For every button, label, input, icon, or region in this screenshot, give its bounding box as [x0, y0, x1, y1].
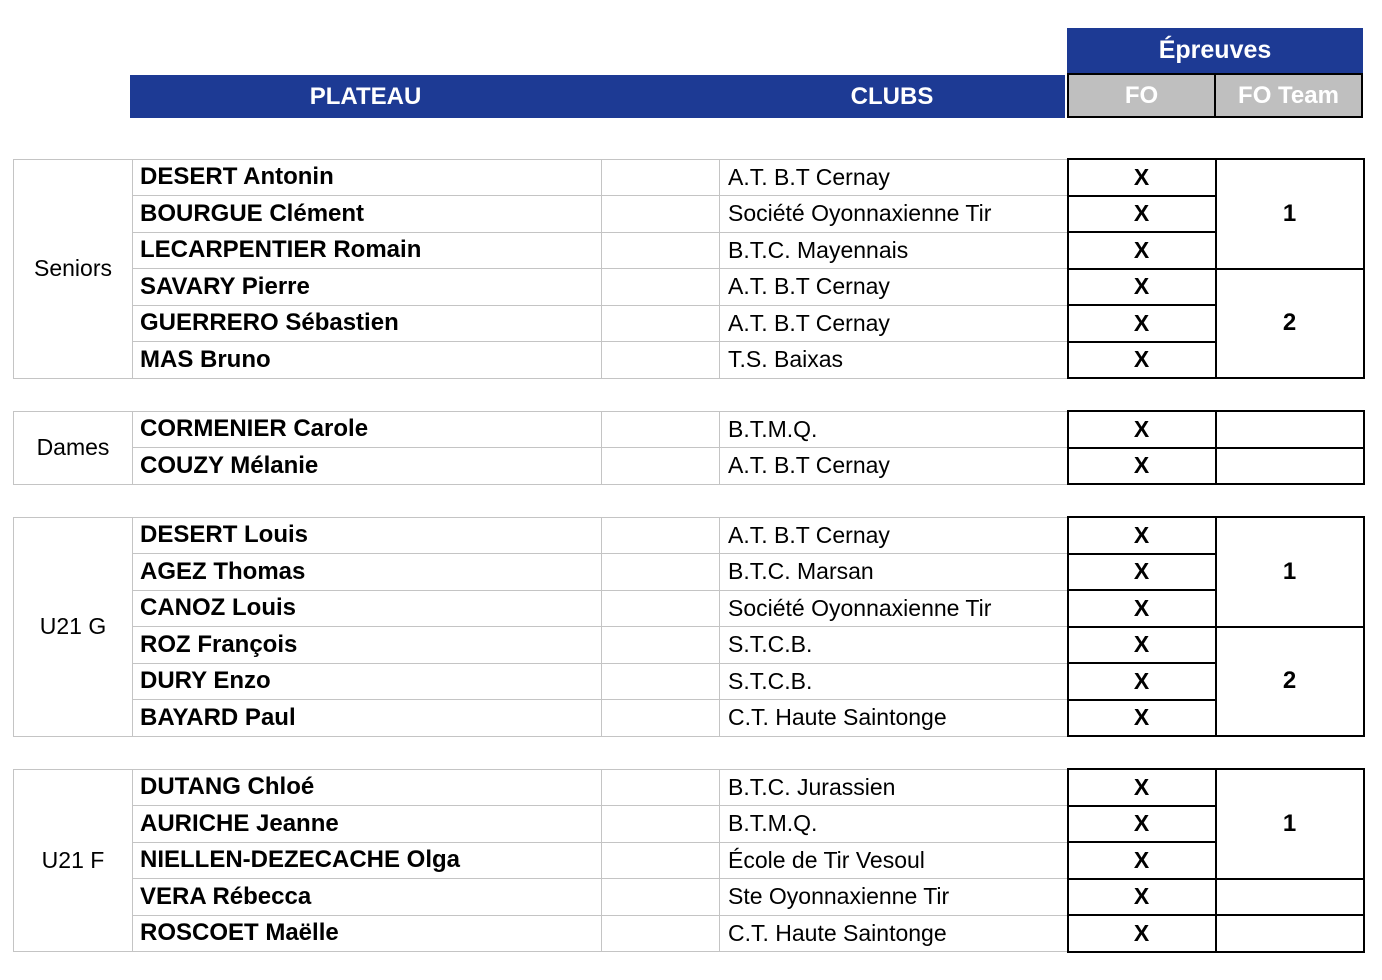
u21g-block	[13, 516, 1365, 737]
fo-mark-cell: X	[1068, 196, 1216, 233]
table-row	[14, 342, 1364, 379]
epreuves-subheader-row	[1067, 73, 1363, 118]
category-cell: Dames	[14, 411, 133, 484]
table-row	[14, 627, 1364, 664]
table-row	[14, 448, 1364, 485]
table-row	[14, 517, 1364, 554]
club-cell: A.T. B.T Cernay	[720, 448, 1068, 485]
club-cell: C.T. Haute Saintonge	[720, 700, 1068, 737]
club-cell: A.T. B.T Cernay	[720, 305, 1068, 342]
athlete-name-cell: DURY Enzo	[133, 663, 602, 700]
category-cell: U21 F	[14, 769, 133, 952]
fo-mark-cell: X	[1068, 554, 1216, 591]
epreuves-header-label: Épreuves	[1158, 36, 1272, 64]
athlete-name-cell: BAYARD Paul	[133, 700, 602, 737]
spacer-cell	[602, 879, 720, 916]
athlete-name-cell: MAS Bruno	[133, 342, 602, 379]
spacer-cell	[602, 915, 720, 952]
table-row	[14, 915, 1364, 952]
athlete-name-cell: SAVARY Pierre	[133, 269, 602, 306]
table-row	[14, 305, 1364, 342]
plateau-column-header: PLATEAU	[309, 83, 422, 110]
table-row	[14, 700, 1364, 737]
fo-mark-cell: X	[1068, 448, 1216, 485]
spacer-cell	[602, 769, 720, 806]
athlete-name-cell: AGEZ Thomas	[133, 554, 602, 591]
club-cell: École de Tir Vesoul	[720, 842, 1068, 879]
club-cell: B.T.C. Marsan	[720, 554, 1068, 591]
club-cell: Ste Oyonnaxienne Tir	[720, 879, 1068, 916]
spacer-cell	[602, 411, 720, 448]
spacer-cell	[602, 448, 720, 485]
fo-mark-cell: X	[1068, 232, 1216, 269]
spacer-cell	[602, 305, 720, 342]
athlete-name-cell: COUZY Mélanie	[133, 448, 602, 485]
column-header-band	[130, 75, 1065, 118]
team-number-cell	[1216, 448, 1364, 485]
table-row	[14, 159, 1364, 196]
club-cell: A.T. B.T Cernay	[720, 159, 1068, 196]
athlete-name-cell: GUERRERO Sébastien	[133, 305, 602, 342]
seniors-block	[13, 158, 1365, 379]
table-row	[14, 590, 1364, 627]
table-row	[14, 663, 1364, 700]
athlete-name-cell: VERA Rébecca	[133, 879, 602, 916]
athlete-name-cell: BOURGUE Clément	[133, 196, 602, 233]
spacer-cell	[602, 700, 720, 737]
fo-mark-cell: X	[1068, 842, 1216, 879]
spacer-cell	[602, 663, 720, 700]
athlete-name-cell: AURICHE Jeanne	[133, 806, 602, 843]
athlete-name-cell: CANOZ Louis	[133, 590, 602, 627]
spacer-cell	[602, 627, 720, 664]
team-number-cell	[1216, 879, 1364, 916]
club-cell: B.T.C. Jurassien	[720, 769, 1068, 806]
fo-team-column-header: FO Team	[1214, 75, 1361, 116]
fo-mark-cell: X	[1068, 517, 1216, 554]
fo-column-header: FO	[1069, 75, 1214, 116]
fo-mark-cell: X	[1068, 590, 1216, 627]
club-cell: B.T.M.Q.	[720, 806, 1068, 843]
athlete-name-cell: ROSCOET Maëlle	[133, 915, 602, 952]
dames-block	[13, 410, 1365, 485]
fo-mark-cell: X	[1068, 342, 1216, 379]
team-number-cell	[1216, 915, 1364, 952]
table-row	[14, 411, 1364, 448]
club-cell: Société Oyonnaxienne Tir	[720, 590, 1068, 627]
fo-mark-cell: X	[1068, 411, 1216, 448]
fo-mark-cell: X	[1068, 915, 1216, 952]
spacer-cell	[602, 590, 720, 627]
spacer-cell	[602, 196, 720, 233]
club-cell: C.T. Haute Saintonge	[720, 915, 1068, 952]
fo-mark-cell: X	[1068, 769, 1216, 806]
athlete-name-cell: DESERT Louis	[133, 517, 602, 554]
fo-mark-cell: X	[1068, 159, 1216, 196]
fo-mark-cell: X	[1068, 305, 1216, 342]
athlete-name-cell: ROZ François	[133, 627, 602, 664]
club-cell: A.T. B.T Cernay	[720, 517, 1068, 554]
team-number-cell: 2	[1216, 627, 1364, 737]
team-number-cell	[1216, 411, 1364, 448]
team-number-cell: 1	[1216, 159, 1364, 269]
athlete-name-cell: LECARPENTIER Romain	[133, 232, 602, 269]
spacer-cell	[602, 842, 720, 879]
team-number-cell: 2	[1216, 269, 1364, 379]
club-cell: T.S. Baixas	[720, 342, 1068, 379]
table-row	[14, 269, 1364, 306]
u21f-block	[13, 768, 1365, 953]
spacer-cell	[602, 232, 720, 269]
athlete-name-cell: NIELLEN-DEZECACHE Olga	[133, 842, 602, 879]
clubs-column-header: CLUBS	[850, 83, 934, 110]
table-row	[14, 842, 1364, 879]
table-row	[14, 879, 1364, 916]
club-cell: B.T.C. Mayennais	[720, 232, 1068, 269]
club-cell: S.T.C.B.	[720, 663, 1068, 700]
fo-mark-cell: X	[1068, 879, 1216, 916]
table-row	[14, 196, 1364, 233]
team-number-cell: 1	[1216, 769, 1364, 879]
epreuves-header	[1067, 28, 1363, 73]
athlete-name-cell: CORMENIER Carole	[133, 411, 602, 448]
spacer-cell	[602, 806, 720, 843]
spacer-cell	[602, 554, 720, 591]
table-row	[14, 769, 1364, 806]
club-cell: Société Oyonnaxienne Tir	[720, 196, 1068, 233]
club-cell: S.T.C.B.	[720, 627, 1068, 664]
athlete-name-cell: DUTANG Chloé	[133, 769, 602, 806]
category-cell: U21 G	[14, 517, 133, 736]
fo-mark-cell: X	[1068, 806, 1216, 843]
table-row	[14, 232, 1364, 269]
category-cell: Seniors	[14, 159, 133, 378]
spacer-cell	[602, 159, 720, 196]
club-cell: B.T.M.Q.	[720, 411, 1068, 448]
table-row	[14, 554, 1364, 591]
athlete-name-cell: DESERT Antonin	[133, 159, 602, 196]
spacer-cell	[602, 342, 720, 379]
club-cell: A.T. B.T Cernay	[720, 269, 1068, 306]
fo-mark-cell: X	[1068, 663, 1216, 700]
team-number-cell: 1	[1216, 517, 1364, 627]
fo-mark-cell: X	[1068, 269, 1216, 306]
fo-mark-cell: X	[1068, 700, 1216, 737]
spacer-cell	[602, 269, 720, 306]
table-row	[14, 806, 1364, 843]
fo-mark-cell: X	[1068, 627, 1216, 664]
spacer-cell	[602, 517, 720, 554]
